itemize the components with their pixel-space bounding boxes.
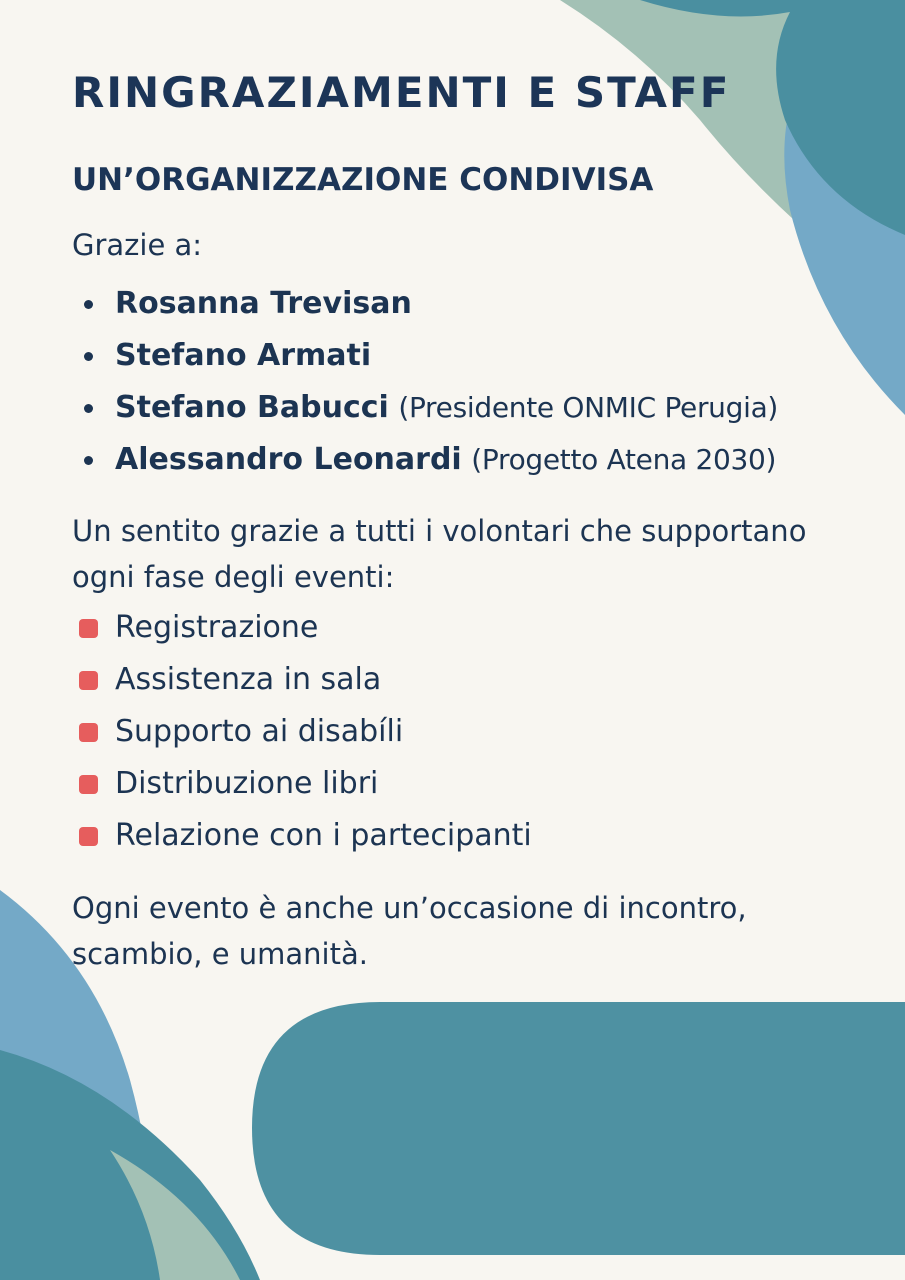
thanks-intro: Grazie a: [72,228,203,262]
bullet-icon [84,456,93,465]
person-name: Stefano Armati [115,338,372,373]
square-bullet-icon [79,671,98,690]
person-role: (Presidente ONMIC Perugia) [398,391,779,424]
task-label: Relazione con i partecipanti [115,818,532,853]
task-item [72,606,532,658]
task-label: Distribuzione libri [115,766,379,801]
task-item [72,710,532,762]
volunteer-tasks-list [72,606,532,866]
task-item [72,814,532,866]
square-bullet-icon [79,775,98,794]
closing-paragraph: Ogni evento è anche un’occasione di incontro, scambio, e umanità. [72,891,747,971]
task-item [72,658,532,710]
square-bullet-icon [79,723,98,742]
person-item [72,282,778,334]
bullet-icon [84,352,93,361]
person-name: Alessandro Leonardi [115,442,462,477]
person-role: (Progetto Atena 2030) [471,443,777,476]
square-bullet-icon [79,827,98,846]
page-title: RINGRAZIAMENTI E STAFF [72,68,731,117]
section-subtitle: UN’ORGANIZZAZIONE CONDIVISA [72,162,654,198]
task-label: Assistenza in sala [115,662,382,697]
person-name: Rosanna Trevisan [115,286,412,321]
person-item [72,438,778,490]
person-item [72,334,778,386]
task-label: Registrazione [115,610,319,645]
bullet-icon [84,300,93,309]
person-item [72,386,778,438]
person-name: Stefano Babucci [115,390,389,425]
people-list [72,282,778,490]
bullet-icon [84,404,93,413]
volunteers-paragraph: Un sentito grazie a tutti i volontari che supportano ogni fase degli eventi: [72,514,807,594]
bottom-teal-block [252,1002,905,1255]
task-label: Supporto ai disabíli [115,714,404,749]
task-item [72,762,532,814]
square-bullet-icon [79,619,98,638]
